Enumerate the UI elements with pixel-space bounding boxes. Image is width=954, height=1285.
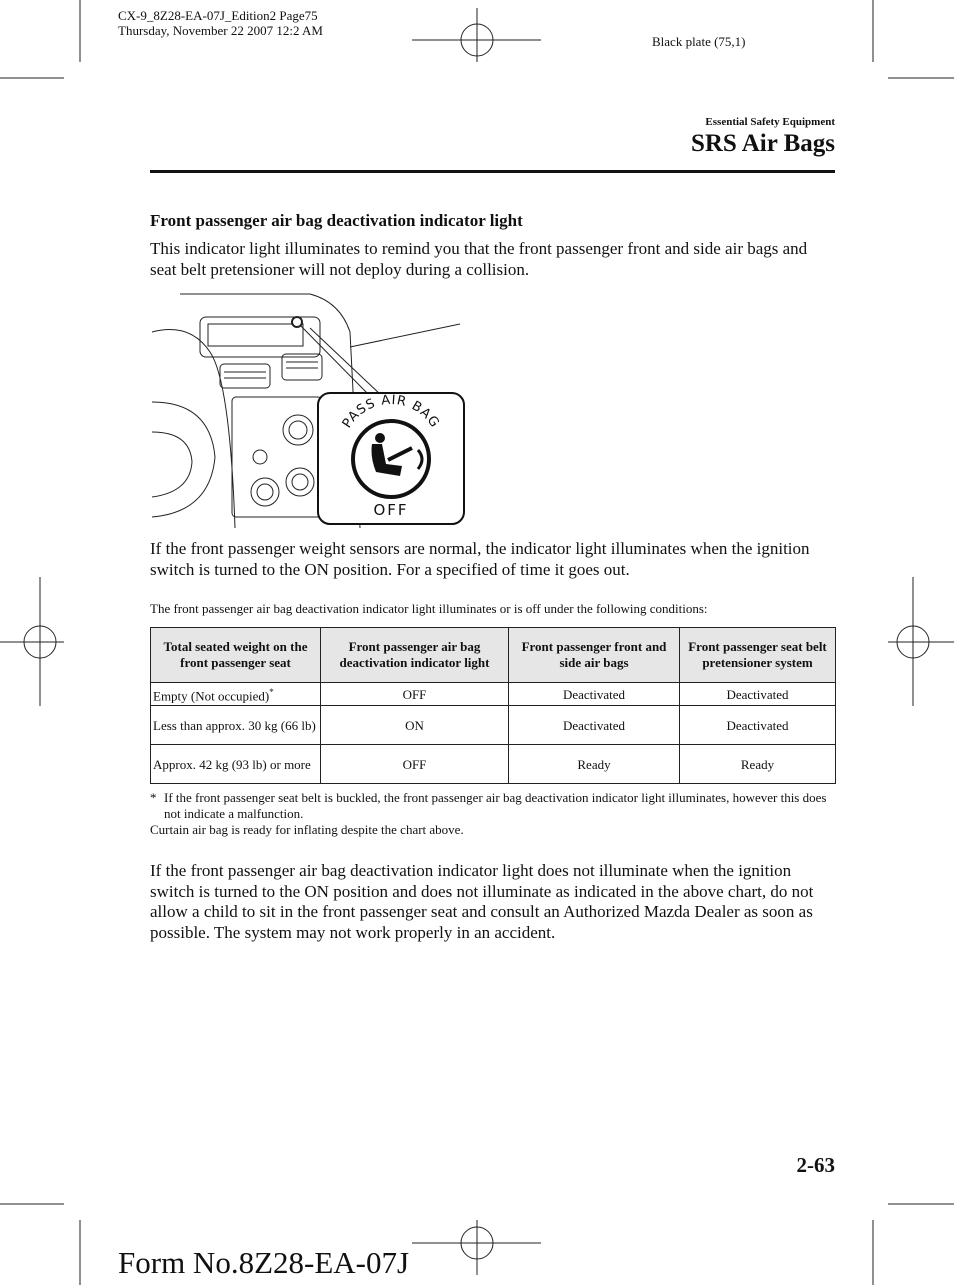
airbags-cell: Deactivated [509,706,680,745]
pretensioner-cell: Deactivated [680,706,836,745]
print-info-line1: CX-9_8Z28-EA-07J_Edition2 Page75 [118,8,318,23]
weight-text: Empty (Not occupied) [153,688,270,704]
warning-paragraph: If the front passenger air bag deactivation indicator light does not illuminate when the ignition switch is turned to the ON position and does not illuminate as indicated in the above chart, do not allow a child to sit in the front passenger seat and consult an Authorized Mazda Dealer as soon as possible. The system may not work properly in an accident. [150,861,814,942]
print-info [118,8,323,38]
light-cell: OFF [321,745,509,784]
pass-air-bag-off-indicator-icon [318,393,464,524]
section-label: Essential Safety Equipment [705,116,835,128]
intro-paragraph: This indicator light illuminates to remind you that the front passenger front and side air bags and seat belt pretensioner will not deploy during a collision. [150,239,808,279]
table-intro: The front passenger air bag deactivation indicator light illuminates or is off under the following conditions: [150,601,708,616]
indicator-bottom-text: OFF [373,501,409,519]
table-header-cell: Total seated weight on the front passenger seat [151,628,321,683]
light-cell: ON [321,706,509,745]
table-header-cell: Front passenger front and side air bags [509,628,680,683]
footnote-marker: * [269,687,274,697]
table-header-cell: Front passenger seat belt pretensioner system [680,628,836,683]
airbags-cell: Deactivated [509,683,680,706]
pretensioner-cell: Deactivated [680,683,836,706]
pretensioner-cell: Ready [680,745,836,784]
title-rule [150,170,835,173]
form-number: Form No.8Z28-EA-07J [118,1245,410,1280]
conditions-table [150,627,836,784]
weight-cell: Approx. 42 kg (93 lb) or more [151,745,321,784]
airbags-cell: Ready [509,745,680,784]
plate-label: Black plate (75,1) [652,34,746,49]
table-row [151,745,836,784]
subsection-heading: Front passenger air bag deactivation indicator light [150,211,523,230]
page-title: SRS Air Bags [690,130,835,157]
table-row [151,683,836,706]
weight-cell: Less than approx. 30 kg (66 lb) [151,706,321,745]
light-cell: OFF [321,683,509,706]
table-header-row [151,628,836,683]
table-header-cell: Front passenger air bag deactivation indicator light [321,628,509,683]
page-number: 2-63 [796,1153,835,1177]
print-info-line2: Thursday, November 22 2007 12:2 AM [118,23,323,38]
dashboard-illustration [150,292,470,528]
sensor-paragraph: If the front passenger weight sensors are normal, the indicator light illuminates when the ignition switch is turned to the ON position. For a specified of time it goes out. [150,539,810,579]
footnote [150,790,835,821]
footnote-mark: * [150,790,157,805]
footnote-text: If the front passenger seat belt is buckled, the front passenger air bag deactivation indicator light illuminates, however this does not indicate a malfunction. [164,790,827,821]
curtain-note: Curtain air bag is ready for inflating despite the chart above. [150,822,464,837]
indicator-top-text: PASS AIR BAG [339,392,443,431]
table-row [151,706,836,745]
weight-cell [151,683,321,706]
